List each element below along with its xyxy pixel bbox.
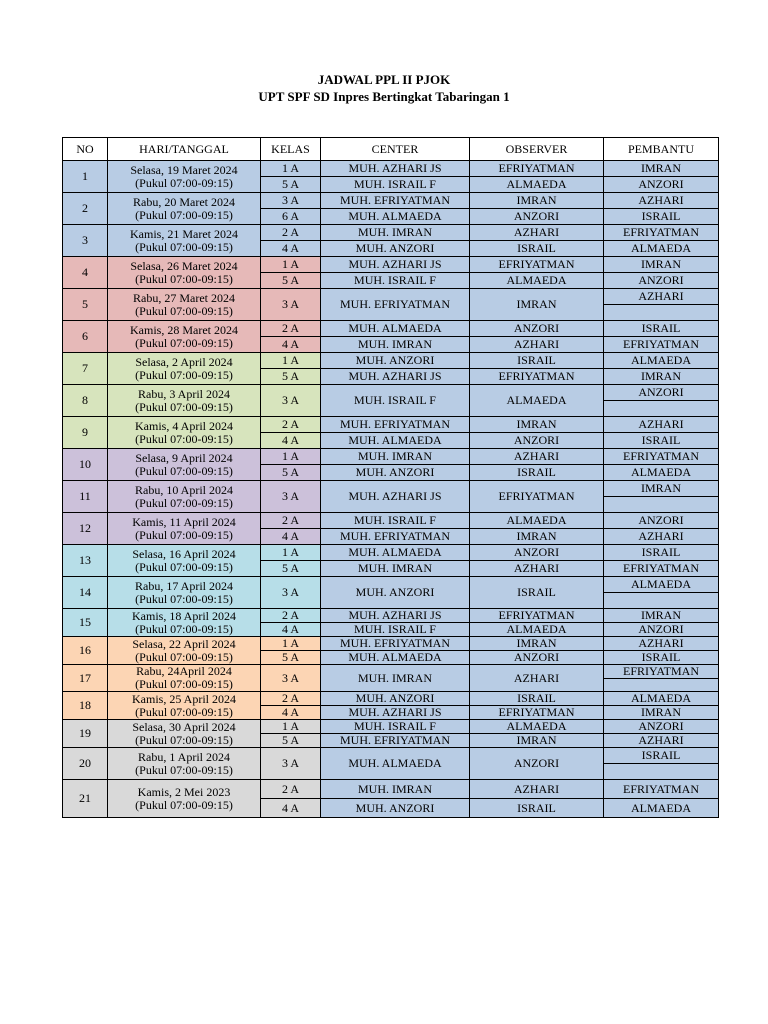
no-cell: 9 (63, 417, 108, 449)
center-cell: MUH. ALMAEDA (321, 748, 470, 780)
date-text: Selasa, 16 April 2024 (132, 546, 236, 561)
kelas-cell: 2 A (261, 417, 321, 433)
pembantu-cell: AZHARI (604, 734, 719, 748)
date-cell (108, 193, 261, 225)
no-cell: 20 (63, 748, 108, 780)
table-row (63, 385, 719, 401)
no-cell: 19 (63, 720, 108, 748)
observer-cell: IMRAN (470, 289, 604, 321)
center-cell: MUH. AZHARI JS (321, 257, 470, 273)
kelas-cell: 5 A (261, 273, 321, 289)
center-cell: MUH. EFRIYATMAN (321, 289, 470, 321)
kelas-cell: 6 A (261, 209, 321, 225)
kelas-cell: 4 A (261, 337, 321, 353)
pembantu-cell: AZHARI (604, 417, 719, 433)
date-cell (108, 692, 261, 720)
no-cell: 16 (63, 637, 108, 665)
pembantu-cell: AZHARI (604, 193, 719, 209)
time-text: (Pukul 07:00-09:15) (135, 762, 233, 777)
date-cell (108, 417, 261, 449)
pembantu-cell: ISRAIL (604, 748, 719, 764)
kelas-cell: 1 A (261, 161, 321, 177)
kelas-cell: 2 A (261, 513, 321, 529)
kelas-cell: 2 A (261, 225, 321, 241)
pembantu-cell: EFRIYATMAN (604, 337, 719, 353)
observer-cell: ALMAEDA (470, 177, 604, 193)
kelas-cell: 2 A (261, 780, 321, 799)
pembantu-empty-cell (604, 679, 719, 692)
table-row (63, 417, 719, 433)
pembantu-cell: ANZORI (604, 273, 719, 289)
header-no: NO (63, 138, 108, 161)
no-cell: 3 (63, 225, 108, 257)
date-cell (108, 161, 261, 193)
no-cell: 11 (63, 481, 108, 513)
date-cell (108, 577, 261, 609)
time-text: (Pukul 07:00-09:15) (135, 649, 233, 664)
pembantu-empty-cell (604, 497, 719, 513)
kelas-cell: 5 A (261, 369, 321, 385)
observer-cell: AZHARI (470, 337, 604, 353)
pembantu-cell: AZHARI (604, 289, 719, 305)
kelas-cell: 4 A (261, 529, 321, 545)
kelas-cell: 3 A (261, 289, 321, 321)
table-row (63, 193, 719, 209)
table-row (63, 481, 719, 497)
pembantu-cell: EFRIYATMAN (604, 665, 719, 679)
date-cell (108, 637, 261, 665)
table-header-row (63, 138, 719, 161)
pembantu-cell: IMRAN (604, 257, 719, 273)
time-text: (Pukul 07:00-09:15) (135, 495, 233, 510)
no-cell: 8 (63, 385, 108, 417)
observer-cell: AZHARI (470, 780, 604, 799)
kelas-cell: 4 A (261, 706, 321, 720)
kelas-cell: 2 A (261, 692, 321, 706)
pembantu-cell: AZHARI (604, 637, 719, 651)
no-cell: 14 (63, 577, 108, 609)
kelas-cell: 4 A (261, 241, 321, 257)
kelas-cell: 3 A (261, 481, 321, 513)
observer-cell: ALMAEDA (470, 273, 604, 289)
kelas-cell: 5 A (261, 734, 321, 748)
kelas-cell: 3 A (261, 665, 321, 692)
document-title: JADWAL PPL II PJOK (317, 72, 451, 87)
pembantu-cell: ALMAEDA (604, 241, 719, 257)
date-cell (108, 257, 261, 289)
date-text: Rabu, 10 April 2024 (135, 482, 233, 497)
pembantu-cell: ALMAEDA (604, 692, 719, 706)
center-cell: MUH. IMRAN (321, 225, 470, 241)
center-cell: MUH. AZHARI JS (321, 481, 470, 513)
kelas-cell: 5 A (261, 561, 321, 577)
center-cell: MUH. EFRIYATMAN (321, 193, 470, 209)
center-cell: MUH. ISRAIL F (321, 385, 470, 417)
schedule-table (62, 137, 719, 818)
time-text: (Pukul 07:00-09:15) (135, 704, 233, 719)
date-text: Selasa, 26 Maret 2024 (130, 258, 238, 273)
pembantu-cell: ANZORI (604, 720, 719, 734)
center-cell: MUH. ALMAEDA (321, 545, 470, 561)
observer-cell: ALMAEDA (470, 623, 604, 637)
time-text: (Pukul 07:00-09:15) (135, 207, 233, 222)
no-cell: 12 (63, 513, 108, 545)
center-cell: MUH. IMRAN (321, 337, 470, 353)
center-cell: MUH. EFRIYATMAN (321, 529, 470, 545)
table-row (63, 321, 719, 337)
kelas-cell: 1 A (261, 257, 321, 273)
kelas-cell: 5 A (261, 465, 321, 481)
center-cell: MUH. ALMAEDA (321, 321, 470, 337)
table-row (63, 609, 719, 623)
table-row (63, 780, 719, 799)
center-cell: MUH. ISRAIL F (321, 273, 470, 289)
kelas-cell: 3 A (261, 193, 321, 209)
observer-cell: AZHARI (470, 561, 604, 577)
no-cell: 6 (63, 321, 108, 353)
no-cell: 13 (63, 545, 108, 577)
observer-cell: ISRAIL (470, 241, 604, 257)
time-text: (Pukul 07:00-09:15) (135, 335, 233, 350)
no-cell: 1 (63, 161, 108, 193)
time-text: (Pukul 07:00-09:15) (135, 797, 233, 812)
date-cell (108, 225, 261, 257)
date-text: Selasa, 22 April 2024 (132, 636, 236, 651)
observer-cell: EFRIYATMAN (470, 481, 604, 513)
center-cell: MUH. IMRAN (321, 561, 470, 577)
table-row (63, 225, 719, 241)
observer-cell: AZHARI (470, 665, 604, 692)
observer-cell: ISRAIL (470, 353, 604, 369)
observer-cell: ANZORI (470, 209, 604, 225)
center-cell: MUH. IMRAN (321, 449, 470, 465)
date-text: Kamis, 4 April 2024 (135, 418, 233, 433)
no-cell: 17 (63, 665, 108, 692)
header-center: CENTER (321, 138, 470, 161)
kelas-cell: 1 A (261, 720, 321, 734)
observer-cell: ISRAIL (470, 577, 604, 609)
date-cell (108, 609, 261, 637)
pembantu-cell: IMRAN (604, 609, 719, 623)
pembantu-empty-cell (604, 305, 719, 321)
time-text: (Pukul 07:00-09:15) (135, 303, 233, 318)
time-text: (Pukul 07:00-09:15) (135, 431, 233, 446)
table-row (63, 577, 719, 593)
kelas-cell: 5 A (261, 177, 321, 193)
date-text: Rabu, 3 April 2024 (138, 386, 230, 401)
kelas-cell: 1 A (261, 637, 321, 651)
observer-cell: EFRIYATMAN (470, 369, 604, 385)
observer-cell: ANZORI (470, 433, 604, 449)
observer-cell: ANZORI (470, 545, 604, 561)
table-row (63, 748, 719, 764)
date-text: Kamis, 18 April 2024 (132, 608, 236, 623)
table-row (63, 692, 719, 706)
observer-cell: ISRAIL (470, 692, 604, 706)
table-row (63, 665, 719, 679)
date-text: Kamis, 2 Mei 2023 (137, 784, 231, 799)
pembantu-cell: ALMAEDA (604, 799, 719, 818)
observer-cell: ANZORI (470, 321, 604, 337)
date-cell (108, 449, 261, 481)
pembantu-empty-cell (604, 401, 719, 417)
no-cell: 4 (63, 257, 108, 289)
center-cell: MUH. ISRAIL F (321, 720, 470, 734)
center-cell: MUH. ANZORI (321, 353, 470, 369)
observer-cell: ANZORI (470, 651, 604, 665)
pembantu-cell: IMRAN (604, 369, 719, 385)
observer-cell: AZHARI (470, 449, 604, 465)
pembantu-cell: EFRIYATMAN (604, 225, 719, 241)
center-cell: MUH. ANZORI (321, 465, 470, 481)
date-cell (108, 545, 261, 577)
center-cell: MUH. AZHARI JS (321, 706, 470, 720)
table-row (63, 720, 719, 734)
center-cell: MUH. ALMAEDA (321, 651, 470, 665)
header-observer: OBSERVER (470, 138, 604, 161)
no-cell: 5 (63, 289, 108, 321)
date-cell (108, 513, 261, 545)
pembantu-cell: IMRAN (604, 706, 719, 720)
time-text: (Pukul 07:00-09:15) (135, 271, 233, 286)
no-cell: 2 (63, 193, 108, 225)
observer-cell: IMRAN (470, 193, 604, 209)
kelas-cell: 3 A (261, 577, 321, 609)
pembantu-empty-cell (604, 764, 719, 780)
center-cell: MUH. AZHARI JS (321, 161, 470, 177)
time-text: (Pukul 07:00-09:15) (135, 527, 233, 542)
kelas-cell: 2 A (261, 321, 321, 337)
pembantu-cell: ISRAIL (604, 651, 719, 665)
pembantu-cell: IMRAN (604, 481, 719, 497)
time-text: (Pukul 07:00-09:15) (135, 367, 233, 382)
date-cell (108, 481, 261, 513)
center-cell: MUH. ISRAIL F (321, 623, 470, 637)
observer-cell: AZHARI (470, 225, 604, 241)
kelas-cell: 4 A (261, 799, 321, 818)
date-cell (108, 289, 261, 321)
table-row (63, 545, 719, 561)
kelas-cell: 3 A (261, 385, 321, 417)
pembantu-cell: IMRAN (604, 161, 719, 177)
time-text: (Pukul 07:00-09:15) (135, 621, 233, 636)
pembantu-cell: ISRAIL (604, 433, 719, 449)
center-cell: MUH. ANZORI (321, 799, 470, 818)
pembantu-cell: ANZORI (604, 177, 719, 193)
pembantu-cell: ISRAIL (604, 209, 719, 225)
center-cell: MUH. EFRIYATMAN (321, 734, 470, 748)
pembantu-cell: ANZORI (604, 623, 719, 637)
pembantu-cell: ISRAIL (604, 321, 719, 337)
kelas-cell: 1 A (261, 545, 321, 561)
date-text: Selasa, 30 April 2024 (132, 719, 236, 734)
observer-cell: EFRIYATMAN (470, 257, 604, 273)
date-text: Rabu, 17 April 2024 (135, 578, 233, 593)
time-text: (Pukul 07:00-09:15) (135, 463, 233, 478)
observer-cell: IMRAN (470, 734, 604, 748)
pembantu-cell: ALMAEDA (604, 465, 719, 481)
no-cell: 21 (63, 780, 108, 818)
pembantu-cell: ANZORI (604, 513, 719, 529)
header-pembantu: PEMBANTU (604, 138, 719, 161)
pembantu-cell: EFRIYATMAN (604, 780, 719, 799)
observer-cell: ALMAEDA (470, 513, 604, 529)
observer-cell: IMRAN (470, 417, 604, 433)
observer-cell: IMRAN (470, 529, 604, 545)
date-cell (108, 665, 261, 692)
date-text: Rabu, 24April 2024 (136, 664, 232, 678)
center-cell: MUH. IMRAN (321, 665, 470, 692)
kelas-cell: 4 A (261, 623, 321, 637)
center-cell: MUH. ANZORI (321, 577, 470, 609)
date-cell (108, 720, 261, 748)
pembantu-cell: ISRAIL (604, 545, 719, 561)
kelas-cell: 2 A (261, 609, 321, 623)
table-row (63, 513, 719, 529)
observer-cell: ISRAIL (470, 465, 604, 481)
center-cell: MUH. ALMAEDA (321, 433, 470, 449)
time-text: (Pukul 07:00-09:15) (135, 399, 233, 414)
date-text: Selasa, 19 Maret 2024 (130, 162, 238, 177)
time-text: (Pukul 07:00-09:15) (135, 677, 233, 691)
center-cell: MUH. ALMAEDA (321, 209, 470, 225)
date-text: Kamis, 28 Maret 2024 (130, 322, 238, 337)
date-text: Rabu, 1 April 2024 (138, 749, 230, 764)
date-text: Selasa, 2 April 2024 (135, 354, 233, 369)
header-kelas: KELAS (261, 138, 321, 161)
center-cell: MUH. ISRAIL F (321, 177, 470, 193)
date-text: Kamis, 25 April 2024 (132, 691, 236, 706)
pembantu-cell: AZHARI (604, 529, 719, 545)
date-text: Rabu, 20 Maret 2024 (133, 194, 235, 209)
center-cell: MUH. ANZORI (321, 692, 470, 706)
center-cell: MUH. EFRIYATMAN (321, 417, 470, 433)
no-cell: 18 (63, 692, 108, 720)
date-cell (108, 353, 261, 385)
pembantu-empty-cell (604, 593, 719, 609)
table-body (63, 161, 719, 818)
center-cell: MUH. AZHARI JS (321, 609, 470, 623)
table-row (63, 449, 719, 465)
no-cell: 15 (63, 609, 108, 637)
table-row (63, 353, 719, 369)
kelas-cell: 3 A (261, 748, 321, 780)
center-cell: MUH. EFRIYATMAN (321, 637, 470, 651)
observer-cell: ALMAEDA (470, 385, 604, 417)
time-text: (Pukul 07:00-09:15) (135, 591, 233, 606)
no-cell: 7 (63, 353, 108, 385)
time-text: (Pukul 07:00-09:15) (135, 559, 233, 574)
document-subtitle: UPT SPF SD Inpres Bertingkat Tabaringan 1 (258, 89, 510, 104)
observer-cell: EFRIYATMAN (470, 706, 604, 720)
no-cell: 10 (63, 449, 108, 481)
pembantu-cell: ALMAEDA (604, 353, 719, 369)
time-text: (Pukul 07:00-09:15) (135, 175, 233, 190)
observer-cell: ALMAEDA (470, 720, 604, 734)
header-hari-tanggal: HARI/TANGGAL (108, 138, 261, 161)
pembantu-cell: EFRIYATMAN (604, 449, 719, 465)
center-cell: MUH. IMRAN (321, 780, 470, 799)
table-row (63, 257, 719, 273)
observer-cell: ISRAIL (470, 799, 604, 818)
observer-cell: IMRAN (470, 637, 604, 651)
center-cell: MUH. ISRAIL F (321, 513, 470, 529)
kelas-cell: 4 A (261, 433, 321, 449)
table-row (63, 637, 719, 651)
date-cell (108, 780, 261, 818)
date-text: Selasa, 9 April 2024 (135, 450, 233, 465)
date-cell (108, 321, 261, 353)
pembantu-cell: ALMAEDA (604, 577, 719, 593)
date-text: Kamis, 21 Maret 2024 (130, 226, 238, 241)
center-cell: MUH. AZHARI JS (321, 369, 470, 385)
pembantu-cell: ANZORI (604, 385, 719, 401)
time-text: (Pukul 07:00-09:15) (135, 239, 233, 254)
date-text: Rabu, 27 Maret 2024 (133, 290, 235, 305)
pembantu-cell: EFRIYATMAN (604, 561, 719, 577)
time-text: (Pukul 07:00-09:15) (135, 732, 233, 747)
table-row (63, 289, 719, 305)
date-text: Kamis, 11 April 2024 (132, 514, 236, 529)
kelas-cell: 5 A (261, 651, 321, 665)
table-row (63, 161, 719, 177)
center-cell: MUH. ANZORI (321, 241, 470, 257)
kelas-cell: 1 A (261, 449, 321, 465)
date-cell (108, 748, 261, 780)
date-cell (108, 385, 261, 417)
observer-cell: EFRIYATMAN (470, 161, 604, 177)
observer-cell: EFRIYATMAN (470, 609, 604, 623)
kelas-cell: 1 A (261, 353, 321, 369)
observer-cell: ANZORI (470, 748, 604, 780)
